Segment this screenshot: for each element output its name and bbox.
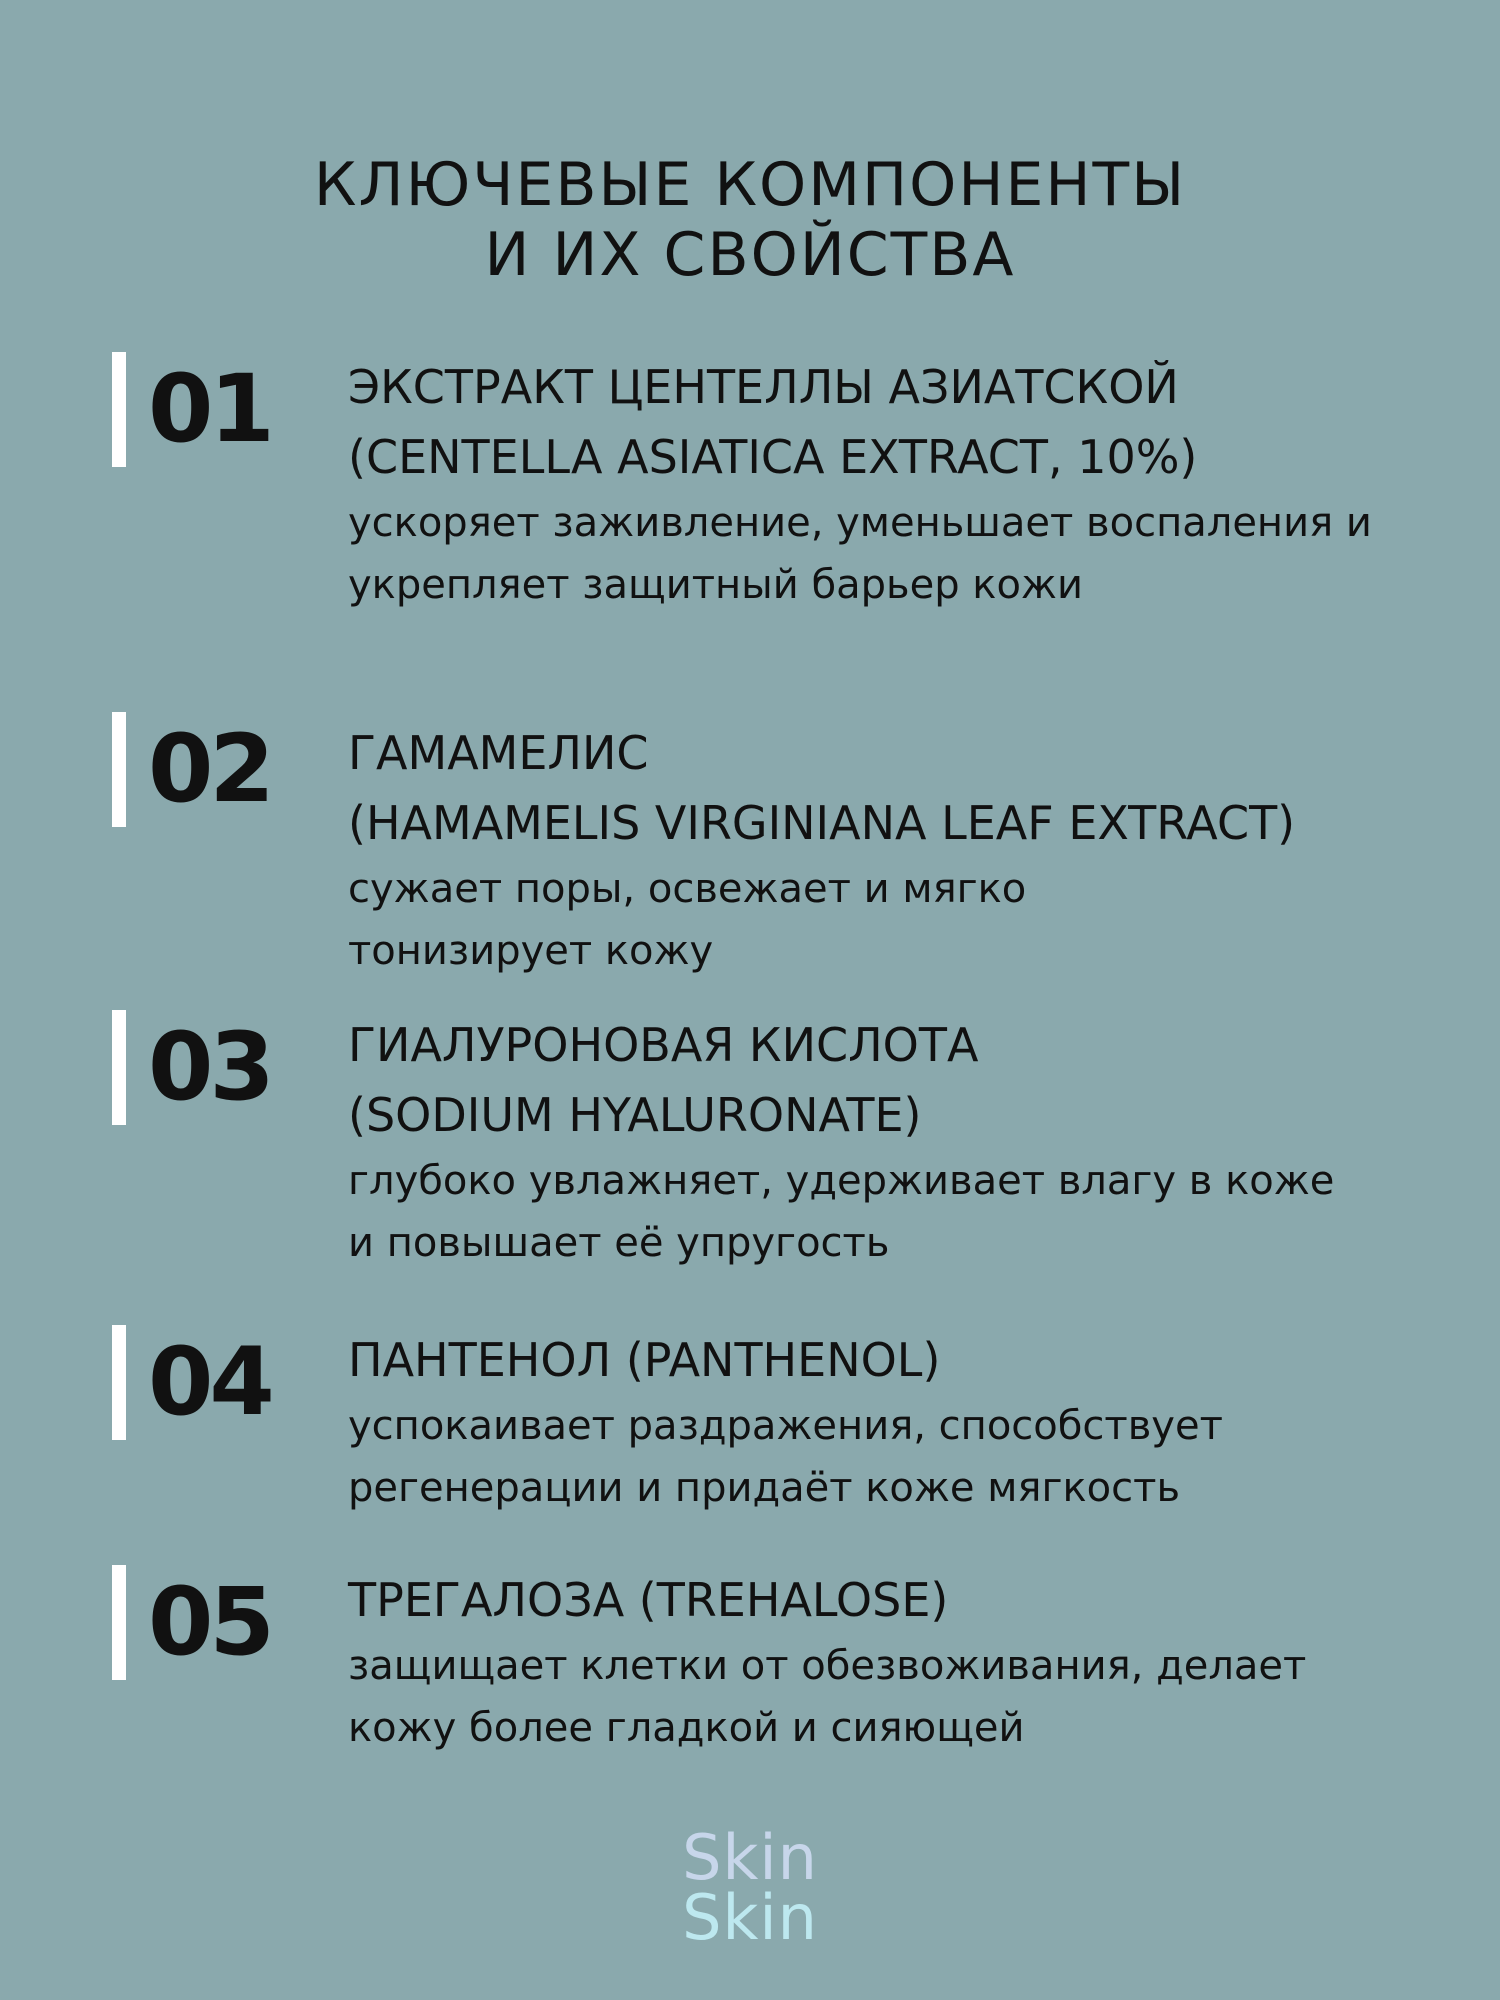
brand-logo-line-2: Skin [682,1881,818,1954]
ingredient-item-01 [112,352,1442,652]
ingredient-item-03 [112,1010,1442,1270]
ingredient-number: 04 [148,1328,271,1437]
ingredient-description: ускоряет заживление, уменьшает воспаления и укрепляет защитный барьер кожи [348,500,1372,608]
ingredient-name: ЭКСТРАКТ ЦЕНТЕЛЛЫ АЗИАТСКОЙ [348,360,1179,414]
ingredient-number: 02 [148,715,271,824]
ingredient-item-04 [112,1325,1442,1525]
brand-logo-line-1: Skin [682,1821,818,1894]
accent-bar [112,352,126,467]
ingredient-description: сужает поры, освежает и мягко тонизирует кожу [348,866,1027,974]
page-title-line-2: И ИХ СВОЙСТВА [484,220,1016,290]
ingredient-name: ГАМАМЕЛИС [348,726,649,780]
page-title-line-1: КЛЮЧЕВЫЕ КОМПОНЕНТЫ [313,150,1187,220]
ingredient-name: ТРЕГАЛОЗА (TREHALOSE) [348,1573,949,1627]
ingredient-description: глубоко увлажняет, удерживает влагу в коже и повышает её упругость [348,1158,1335,1266]
ingredient-number: 01 [148,355,271,464]
accent-bar [112,1325,126,1440]
ingredient-content [348,352,1458,616]
brand-logo [0,1821,1500,1954]
ingredient-content [348,1325,1458,1519]
accent-bar [112,1010,126,1125]
ingredient-item-02 [112,712,1442,972]
ingredient-item-05 [112,1565,1442,1765]
ingredient-description: защищает клетки от обезвоживания, делает кожу более гладкой и сияющей [348,1643,1307,1751]
ingredient-name: ПАНТЕНОЛ (PANTHENOL) [348,1333,941,1387]
page-title [0,150,1500,290]
ingredient-description: успокаивает раздражения, способствует регенерации и придаёт коже мягкость [348,1403,1223,1511]
ingredient-content [348,718,1458,982]
ingredient-number: 05 [148,1568,271,1677]
ingredient-name-latin: (CENTELLA ASIATICA EXTRACT, 10%) [348,430,1198,484]
accent-bar [112,1565,126,1680]
ingredient-name-latin: (SODIUM HYALURONATE) [348,1088,922,1142]
ingredient-number: 03 [148,1013,271,1122]
ingredient-content [348,1010,1458,1274]
ingredient-name-latin: (HAMAMELIS VIRGINIANA LEAF EXTRACT) [348,796,1296,850]
ingredient-name: ГИАЛУРОНОВАЯ КИСЛОТА [348,1018,979,1072]
accent-bar [112,712,126,827]
ingredient-content [348,1565,1458,1759]
